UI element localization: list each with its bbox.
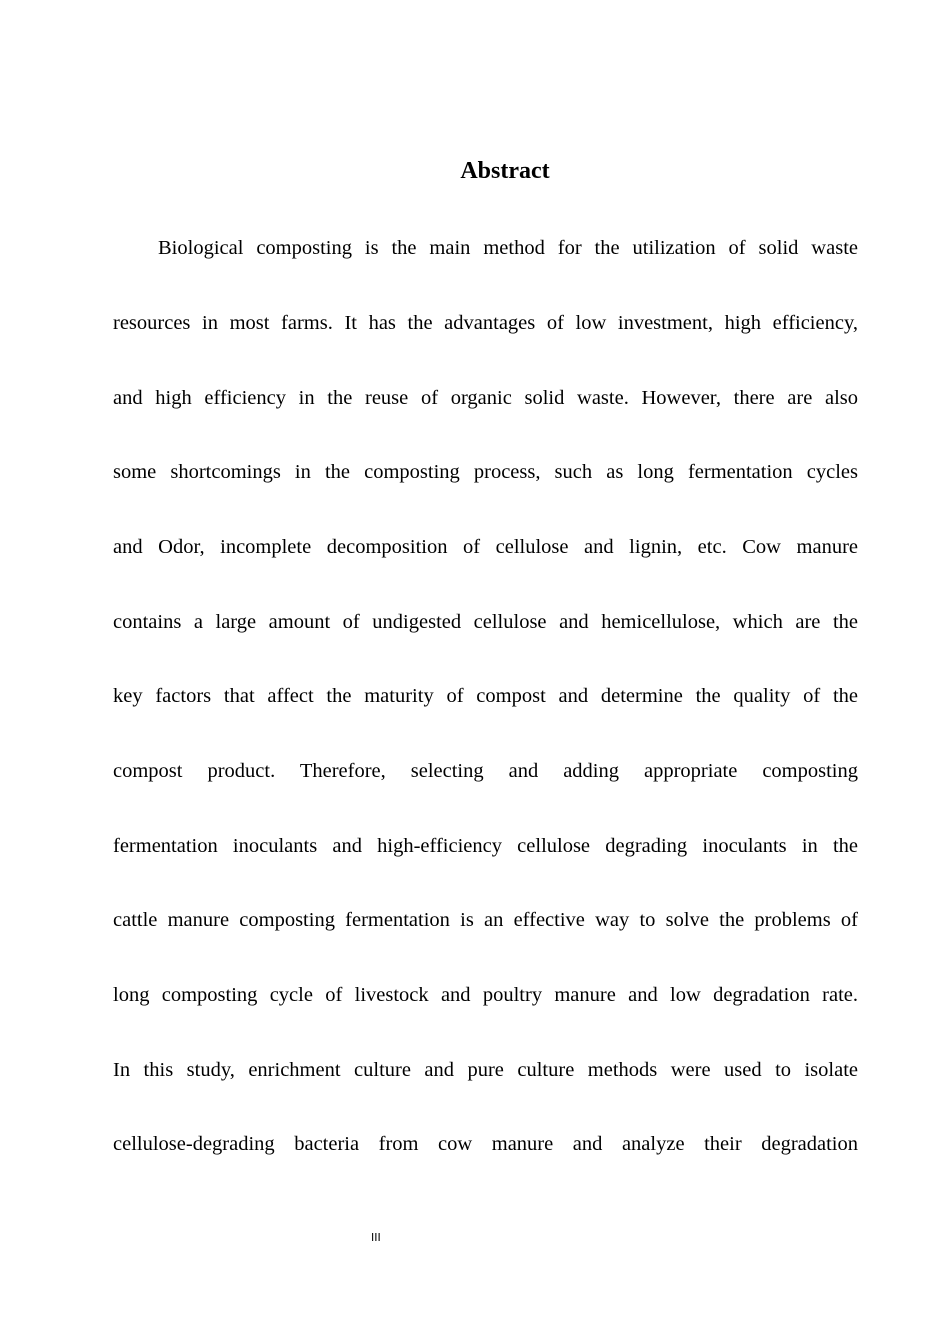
abstract-line-13: cellulose-degrading bacteria from cow manure and analyze their degradation xyxy=(113,1133,858,1155)
abstract-line-12: In this study, enrichment culture and pure culture methods were used to isolate xyxy=(113,1059,858,1081)
abstract-line-11: long composting cycle of livestock and poultry manure and low degradation rate. xyxy=(113,984,858,1006)
abstract-line-6: contains a large amount of undigested cellulose and hemicellulose, which are the xyxy=(113,611,858,633)
page-number: III xyxy=(371,1231,381,1244)
abstract-title: Abstract xyxy=(460,158,550,184)
abstract-line-5: and Odor, incomplete decomposition of cellulose and lignin, etc. Cow manure xyxy=(113,536,858,558)
abstract-line-4: some shortcomings in the composting process, such as long fermentation cycles xyxy=(113,461,858,483)
abstract-line-3: and high efficiency in the reuse of organic solid waste. However, there are also xyxy=(113,387,858,409)
abstract-line-1: Biological composting is the main method for the utilization of solid waste xyxy=(158,237,858,259)
abstract-line-10: cattle manure composting fermentation is an effective way to solve the problems of xyxy=(113,909,858,931)
abstract-line-2: resources in most farms. It has the advantages of low investment, high efficiency, xyxy=(113,312,858,334)
abstract-line-7: key factors that affect the maturity of compost and determine the quality of the xyxy=(113,685,858,707)
abstract-line-9: fermentation inoculants and high-efficiency cellulose degrading inoculants in the xyxy=(113,835,858,857)
abstract-line-8: compost product. Therefore, selecting and adding appropriate composting xyxy=(113,760,858,782)
